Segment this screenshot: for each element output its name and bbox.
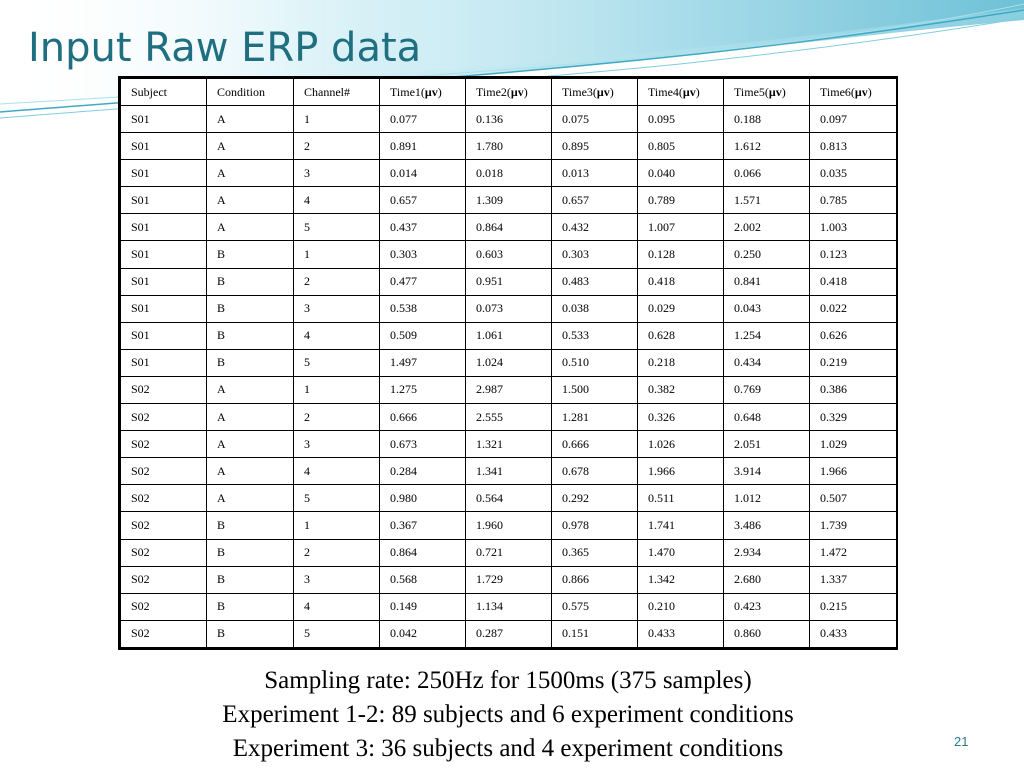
- erp-data-table: [118, 76, 898, 650]
- table-cell: 1.571: [724, 187, 810, 214]
- table-cell: 0.789: [638, 187, 724, 214]
- table-cell: S01: [121, 268, 207, 295]
- note-sampling-rate: Sampling rate: 250Hz for 1500ms (375 samples): [264, 667, 752, 694]
- table-cell: 5: [294, 349, 380, 376]
- table-cell: 0.149: [380, 593, 466, 620]
- table-cell: B: [207, 241, 294, 268]
- table-cell: 0.040: [638, 160, 724, 187]
- table-cell: A: [207, 404, 294, 431]
- table-cell: 0.077: [380, 106, 466, 133]
- table-cell: 2.680: [724, 566, 810, 593]
- table-cell: 0.673: [380, 431, 466, 458]
- table-cell: 0.029: [638, 295, 724, 322]
- table-cell: 1.254: [724, 322, 810, 349]
- table-cell: S01: [121, 214, 207, 241]
- table-cell: B: [207, 322, 294, 349]
- table-cell: 0.978: [552, 512, 638, 539]
- table-cell: 0.066: [724, 160, 810, 187]
- table-cell: 0.038: [552, 295, 638, 322]
- table-cell: 1.966: [638, 458, 724, 485]
- table-cell: A: [207, 106, 294, 133]
- table-row: [121, 458, 897, 485]
- table-cell: 0.951: [466, 268, 552, 295]
- table-cell: 0.128: [638, 241, 724, 268]
- table-cell: 0.365: [552, 539, 638, 566]
- table-cell: 0.538: [380, 295, 466, 322]
- table-cell: S02: [121, 431, 207, 458]
- table-row: [121, 214, 897, 241]
- table-row: [121, 404, 897, 431]
- column-header: Condition: [207, 79, 294, 106]
- table-cell: 0.432: [552, 214, 638, 241]
- table-cell: 0.386: [810, 376, 897, 403]
- table-cell: 0.864: [466, 214, 552, 241]
- table-cell: 0.895: [552, 133, 638, 160]
- table-cell: 0.648: [724, 404, 810, 431]
- table-cell: B: [207, 349, 294, 376]
- table-cell: 0.423: [724, 593, 810, 620]
- table-cell: 0.864: [380, 539, 466, 566]
- table-cell: 1: [294, 512, 380, 539]
- table-cell: 0.136: [466, 106, 552, 133]
- table-cell: 0.509: [380, 322, 466, 349]
- table-cell: 1.960: [466, 512, 552, 539]
- table-cell: 1.780: [466, 133, 552, 160]
- note-experiment-1-2: Experiment 1-2: 89 subjects and 6 experiment conditions: [222, 701, 794, 728]
- table-cell: 3: [294, 295, 380, 322]
- table-cell: 1.024: [466, 349, 552, 376]
- table-row: [121, 539, 897, 566]
- table-cell: 0.568: [380, 566, 466, 593]
- table-cell: 2: [294, 268, 380, 295]
- table-cell: B: [207, 512, 294, 539]
- table-row: [121, 512, 897, 539]
- table-cell: 0.628: [638, 322, 724, 349]
- table-cell: 0.575: [552, 593, 638, 620]
- column-header: Time4(μv): [638, 79, 724, 106]
- table-cell: 0.841: [724, 268, 810, 295]
- table-cell: 0.303: [552, 241, 638, 268]
- table-cell: 0.437: [380, 214, 466, 241]
- table-cell: 1.739: [810, 512, 897, 539]
- table-cell: 0.666: [380, 404, 466, 431]
- table-cell: 1: [294, 376, 380, 403]
- table-row: [121, 241, 897, 268]
- table-cell: B: [207, 620, 294, 647]
- table-cell: 1.741: [638, 512, 724, 539]
- table-cell: 0.287: [466, 620, 552, 647]
- table-cell: 4: [294, 322, 380, 349]
- table-row: [121, 160, 897, 187]
- table-cell: 0.433: [810, 620, 897, 647]
- table-cell: 0.657: [380, 187, 466, 214]
- table-cell: S01: [121, 322, 207, 349]
- table-cell: 0.434: [724, 349, 810, 376]
- table-cell: 0.035: [810, 160, 897, 187]
- table-cell: 0.626: [810, 322, 897, 349]
- table-cell: 0.042: [380, 620, 466, 647]
- column-header: Time5(μv): [724, 79, 810, 106]
- table-cell: 0.507: [810, 485, 897, 512]
- table-cell: 1.612: [724, 133, 810, 160]
- table-cell: 1.281: [552, 404, 638, 431]
- table-cell: S02: [121, 485, 207, 512]
- table-cell: 2: [294, 133, 380, 160]
- table-cell: A: [207, 376, 294, 403]
- table-cell: 2.002: [724, 214, 810, 241]
- table-cell: S02: [121, 512, 207, 539]
- column-header: Subject: [121, 79, 207, 106]
- table-cell: 0.218: [638, 349, 724, 376]
- table-row: [121, 485, 897, 512]
- table-cell: 0.210: [638, 593, 724, 620]
- table-cell: 0.095: [638, 106, 724, 133]
- table-cell: 0.603: [466, 241, 552, 268]
- table-cell: 0.805: [638, 133, 724, 160]
- table-cell: 0.219: [810, 349, 897, 376]
- table-cell: 0.367: [380, 512, 466, 539]
- table-cell: 3.486: [724, 512, 810, 539]
- table-cell: 0.980: [380, 485, 466, 512]
- table-cell: 1: [294, 106, 380, 133]
- table-cell: 0.013: [552, 160, 638, 187]
- table-cell: 0.533: [552, 322, 638, 349]
- table-cell: 0.292: [552, 485, 638, 512]
- table-cell: 1.966: [810, 458, 897, 485]
- table-cell: S02: [121, 376, 207, 403]
- table-cell: S01: [121, 133, 207, 160]
- table-cell: 0.678: [552, 458, 638, 485]
- table-cell: 2: [294, 404, 380, 431]
- table-cell: 0.329: [810, 404, 897, 431]
- table-cell: 0.433: [638, 620, 724, 647]
- table-cell: 0.215: [810, 593, 897, 620]
- table-cell: S02: [121, 566, 207, 593]
- table-cell: 0.303: [380, 241, 466, 268]
- table-cell: A: [207, 187, 294, 214]
- table-cell: 3: [294, 566, 380, 593]
- table-cell: B: [207, 566, 294, 593]
- table-cell: S01: [121, 160, 207, 187]
- column-header: Time6(μv): [810, 79, 897, 106]
- table-cell: S01: [121, 295, 207, 322]
- table-cell: 0.018: [466, 160, 552, 187]
- table-cell: 1.321: [466, 431, 552, 458]
- table-cell: S02: [121, 620, 207, 647]
- table-row: [121, 133, 897, 160]
- table-cell: 1.497: [380, 349, 466, 376]
- table-cell: 0.043: [724, 295, 810, 322]
- table-cell: S02: [121, 593, 207, 620]
- table-row: [121, 593, 897, 620]
- table-cell: 0.510: [552, 349, 638, 376]
- table-cell: 0.891: [380, 133, 466, 160]
- table-cell: 2.051: [724, 431, 810, 458]
- table-cell: 1.472: [810, 539, 897, 566]
- table-cell: 3: [294, 160, 380, 187]
- page-number: 21: [954, 734, 969, 749]
- table-cell: 1.500: [552, 376, 638, 403]
- table-cell: B: [207, 539, 294, 566]
- table-cell: 1.341: [466, 458, 552, 485]
- table-cell: 4: [294, 187, 380, 214]
- table-cell: 4: [294, 458, 380, 485]
- table-cell: A: [207, 458, 294, 485]
- table-cell: 0.014: [380, 160, 466, 187]
- table-cell: 0.418: [810, 268, 897, 295]
- table-row: [121, 268, 897, 295]
- table-cell: 0.284: [380, 458, 466, 485]
- column-header: Time1(μv): [380, 79, 466, 106]
- table-cell: 0.418: [638, 268, 724, 295]
- table-cell: 0.769: [724, 376, 810, 403]
- table-cell: 0.483: [552, 268, 638, 295]
- table-cell: 0.073: [466, 295, 552, 322]
- table-row: [121, 431, 897, 458]
- table-cell: 3.914: [724, 458, 810, 485]
- table-cell: A: [207, 431, 294, 458]
- table-cell: 0.813: [810, 133, 897, 160]
- table-cell: 0.188: [724, 106, 810, 133]
- table-row: [121, 106, 897, 133]
- table-cell: 0.564: [466, 485, 552, 512]
- table-row: [121, 566, 897, 593]
- table-cell: S01: [121, 349, 207, 376]
- table-cell: A: [207, 133, 294, 160]
- table-cell: B: [207, 268, 294, 295]
- table-row: [121, 376, 897, 403]
- table-cell: 0.022: [810, 295, 897, 322]
- table-cell: 1.342: [638, 566, 724, 593]
- table-cell: 0.866: [552, 566, 638, 593]
- table-cell: S02: [121, 539, 207, 566]
- table-cell: 1.061: [466, 322, 552, 349]
- table-cell: 2.934: [724, 539, 810, 566]
- table-cell: 1.275: [380, 376, 466, 403]
- column-header: Channel#: [294, 79, 380, 106]
- table-cell: 0.151: [552, 620, 638, 647]
- table-cell: 0.860: [724, 620, 810, 647]
- note-experiment-3: Experiment 3: 36 subjects and 4 experiment conditions: [232, 735, 784, 762]
- table-cell: 1.029: [810, 431, 897, 458]
- table-cell: 0.123: [810, 241, 897, 268]
- table-cell: 4: [294, 593, 380, 620]
- notes-block: [0, 664, 1016, 766]
- table-cell: 0.511: [638, 485, 724, 512]
- table-cell: 1.134: [466, 593, 552, 620]
- column-header: Time2(μv): [466, 79, 552, 106]
- table-cell: 1.026: [638, 431, 724, 458]
- slide-title: Input Raw ERP data: [28, 25, 422, 71]
- table-cell: 5: [294, 214, 380, 241]
- table-cell: A: [207, 214, 294, 241]
- table-row: [121, 295, 897, 322]
- table-cell: S02: [121, 404, 207, 431]
- table-cell: 0.250: [724, 241, 810, 268]
- table-cell: B: [207, 593, 294, 620]
- table-cell: 0.075: [552, 106, 638, 133]
- table-cell: 2: [294, 539, 380, 566]
- table-cell: 0.477: [380, 268, 466, 295]
- column-header: Time3(μv): [552, 79, 638, 106]
- table-cell: 1.470: [638, 539, 724, 566]
- table-cell: 0.721: [466, 539, 552, 566]
- table-cell: 0.666: [552, 431, 638, 458]
- table-row: [121, 349, 897, 376]
- table-cell: S02: [121, 458, 207, 485]
- table-cell: A: [207, 485, 294, 512]
- table-cell: S01: [121, 241, 207, 268]
- table-cell: 1.003: [810, 214, 897, 241]
- table-cell: 1.337: [810, 566, 897, 593]
- table-cell: 5: [294, 485, 380, 512]
- table-cell: 3: [294, 431, 380, 458]
- table-cell: 0.097: [810, 106, 897, 133]
- table-cell: 1.729: [466, 566, 552, 593]
- table-row: [121, 187, 897, 214]
- table-cell: 0.785: [810, 187, 897, 214]
- table-cell: 0.657: [552, 187, 638, 214]
- table-row: [121, 322, 897, 349]
- table-cell: 0.326: [638, 404, 724, 431]
- table-cell: 2.987: [466, 376, 552, 403]
- table-cell: S01: [121, 106, 207, 133]
- table-cell: 1.309: [466, 187, 552, 214]
- table-row: [121, 620, 897, 647]
- table-cell: 2.555: [466, 404, 552, 431]
- table-cell: B: [207, 295, 294, 322]
- table-cell: 0.382: [638, 376, 724, 403]
- table-cell: 1: [294, 241, 380, 268]
- table-header-row: [121, 79, 897, 106]
- table-cell: 1.012: [724, 485, 810, 512]
- table-cell: 5: [294, 620, 380, 647]
- table-cell: S01: [121, 187, 207, 214]
- table-cell: 1.007: [638, 214, 724, 241]
- table-cell: A: [207, 160, 294, 187]
